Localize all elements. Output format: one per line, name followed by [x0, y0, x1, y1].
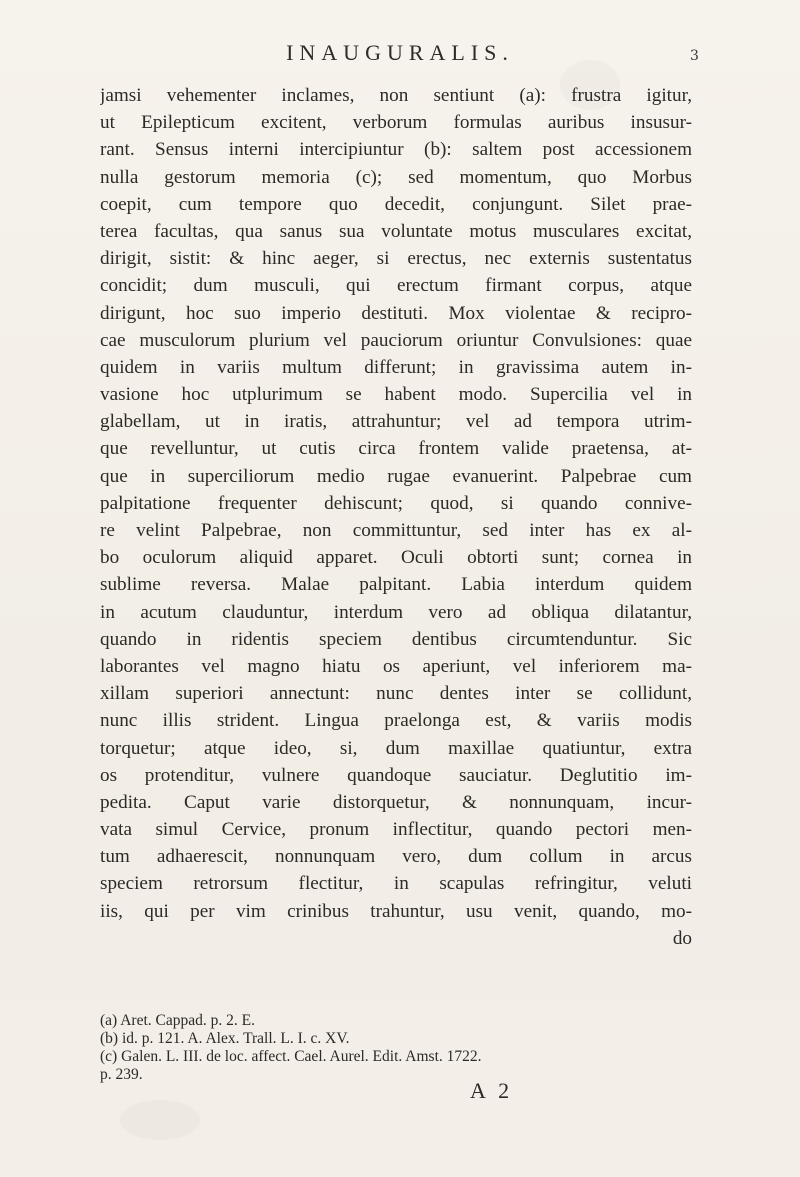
- text-line: que revelluntur, ut cutis circa frontem valide praetensa, at-: [100, 438, 692, 460]
- text-line: concidit; dum musculi, qui erectum firmant corpus, atque: [100, 275, 692, 297]
- text-line: terea facultas, qua sanus sua voluntate motus musculares excitat,: [100, 220, 692, 242]
- text-line: dirigunt, hoc suo imperio destituti. Mox violentae & recipro-: [100, 302, 692, 324]
- footnote-b: (b) id. p. 121. A. Alex. Trall. L. I. c. XV.: [100, 1030, 350, 1047]
- signature-mark: A 2: [470, 1078, 514, 1103]
- paper-stain: [120, 1100, 200, 1140]
- text-line: que in superciliorum medio rugae evanuerint. Palpebrae cum: [100, 465, 692, 487]
- text-line: tum adhaerescit, nonnunquam vero, dum collum in arcus: [100, 846, 692, 868]
- text-line: iis, qui per vim crinibus trahuntur, usu venit, quando, mo-: [100, 900, 692, 922]
- text-line: nulla gestorum memoria (c); sed momentum, quo Morbus: [100, 166, 692, 188]
- text-line: vata simul Cervice, pronum inflectitur, quando pectori men-: [100, 819, 692, 841]
- text-line: dirigit, sistit: & hinc aeger, si erectus, nec externis sustentatus: [100, 248, 692, 270]
- text-line: bo oculorum aliquid apparet. Oculi obtorti sunt; cornea in: [100, 547, 692, 569]
- footnotes: [100, 1012, 692, 1084]
- text-line: vasione hoc utplurimum se habent modo. Supercilia vel in: [100, 384, 692, 406]
- text-line: laborantes vel magno hiatu os aperiunt, vel inferiorem ma-: [100, 655, 692, 677]
- text-line: coepit, cum tempore quo decedit, conjungunt. Silet prae-: [100, 193, 692, 215]
- text-line: torquetur; atque ideo, si, dum maxillae quatiuntur, extra: [100, 737, 692, 759]
- page-mark: 3: [690, 48, 699, 64]
- text-line: quando in ridentis speciem dentibus circumtenduntur. Sic: [100, 628, 692, 650]
- footnote-a: (a) Aret. Cappad. p. 2. E.: [100, 1012, 255, 1029]
- text-line: palpitatione frequenter dehiscunt; quod, si quando connive-: [100, 492, 692, 514]
- text-line: in acutum clauduntur, interdum vero ad obliqua dilatantur,: [100, 601, 692, 623]
- text-line: re velint Palpebrae, non committuntur, sed inter has ex al-: [100, 520, 692, 541]
- text-line: pedita. Caput varie distorquetur, & nonnunquam, incur-: [100, 791, 692, 813]
- text-line: rant. Sensus interni intercipiuntur (b): saltem post accessionem: [100, 139, 692, 161]
- footnote-c: (c) Galen. L. III. de loc. affect. Cael. Aurel. Edit. Amst. 1722.: [100, 1048, 482, 1065]
- text-line: ut Epilepticum excitent, verborum formulas auribus insusur-: [100, 112, 692, 134]
- running-head: INAUGURALIS.: [286, 40, 514, 65]
- body-text: [100, 82, 692, 952]
- footnote-c-page: p. 239.: [100, 1066, 143, 1083]
- text-line: speciem retrorsum flectitur, in scapulas refringitur, veluti: [100, 873, 692, 895]
- text-line: sublime reversa. Malae palpitant. Labia interdum quidem: [100, 574, 692, 596]
- text-line: xillam superiori annectunt: nunc dentes inter se collidunt,: [100, 683, 692, 705]
- text-line: glabellam, ut in iratis, attrahuntur; vel ad tempora utrim-: [100, 411, 692, 433]
- catchword: do: [672, 927, 692, 949]
- text-line: cae musculorum plurium vel pauciorum oriuntur Convulsiones: quae: [100, 329, 692, 351]
- text-line: nunc illis strident. Lingua praelonga est, & variis modis: [100, 710, 692, 732]
- text-line: quidem in variis multum differunt; in gravissima autem in-: [100, 356, 692, 378]
- text-line: os protenditur, vulnere quandoque sauciatur. Deglutitio im-: [100, 764, 692, 786]
- text-line: jamsi vehementer inclames, non sentiunt (a): frustra igitur,: [100, 85, 692, 106]
